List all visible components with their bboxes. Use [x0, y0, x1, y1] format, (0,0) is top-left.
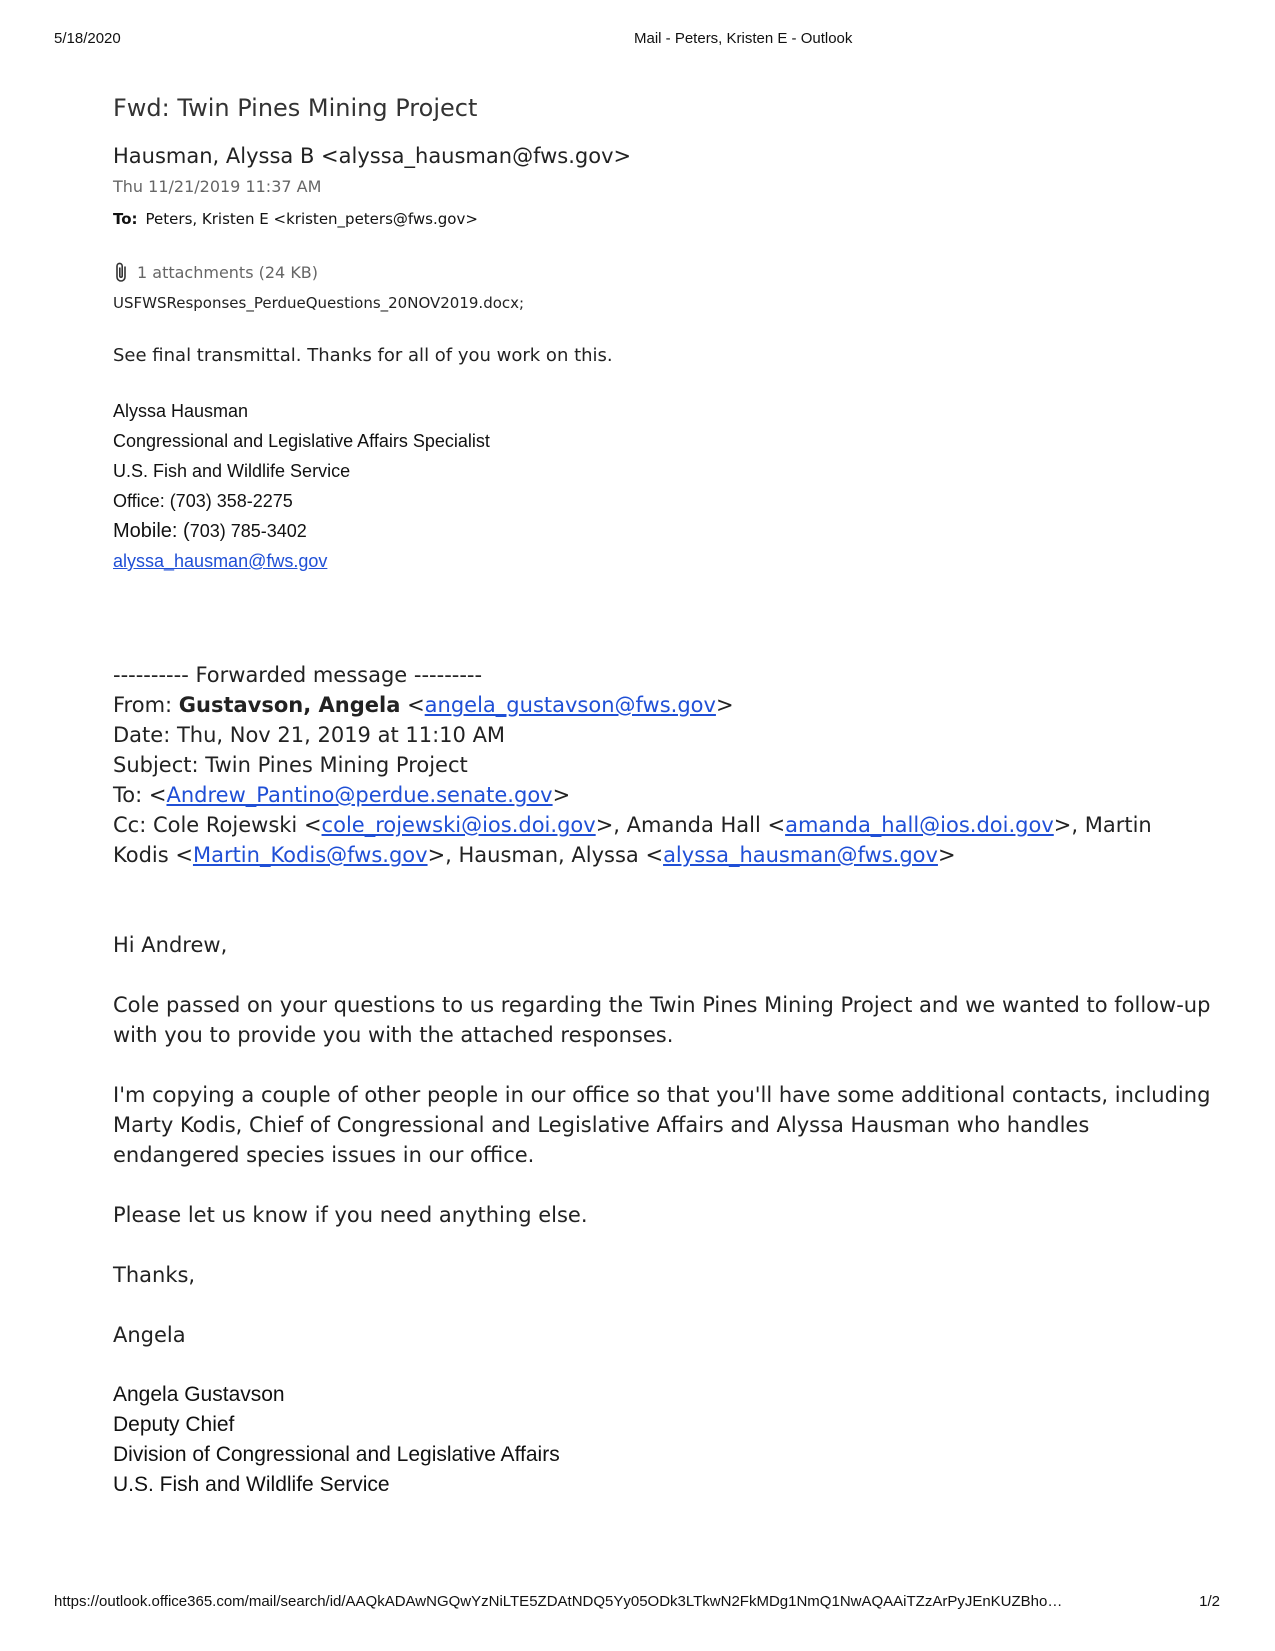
signature-block [113, 396, 1213, 576]
signature2-role: Deputy Chief [113, 1413, 235, 1436]
to-label: To: [113, 210, 138, 228]
cc-prefix: Cc: Cole Rojewski < [113, 813, 322, 837]
cc-email-link-1[interactable]: cole_rojewski@ios.doi.gov [321, 813, 596, 837]
forwarded-subject: Subject: Twin Pines Mining Project [113, 753, 468, 777]
print-title: Mail - Peters, Kristen E - Outlook [634, 30, 853, 47]
signature-email-link[interactable]: alyssa_hausman@fws.gov [113, 551, 328, 571]
email-sent-date: Thu 11/21/2019 11:37 AM [113, 177, 322, 196]
forwarded-date: Date: Thu, Nov 21, 2019 at 11:10 AM [113, 723, 506, 747]
body-paragraph-2: I'm copying a couple of other people in our office so that you'll have some additional contacts, including Marty Kodis, Chief of Congressional and Legislative Affairs and Alyssa Hausman who handles endangered species issues in our office. [113, 1083, 1211, 1167]
forwarded-from: From: Gustavson, Angela <angela_gustavson@fws.gov> [113, 693, 734, 717]
cc-sep-3: >, Hausman, Alyssa < [427, 843, 664, 867]
signature2-org: U.S. Fish and Wildlife Service [113, 1473, 390, 1496]
signature-mobile-label: Mobile: ( [113, 520, 190, 542]
cc-email-link-4[interactable]: alyssa_hausman@fws.gov [663, 843, 938, 867]
signature-name: Alyssa Hausman [113, 401, 249, 421]
cc-sep-2: >, Martin Kodis < [113, 813, 1152, 867]
signature-mobile-value: 703) 785-3402 [189, 521, 307, 541]
from-name: Gustavson, Angela [178, 693, 401, 717]
signature-block-2 [113, 1380, 1213, 1500]
sign-off-name: Angela [113, 1323, 186, 1347]
greeting: Hi Andrew, [113, 933, 228, 957]
forwarded-body [113, 930, 1213, 1350]
forwarded-cc: Cc: Cole Rojewski <cole_rojewski@ios.doi.gov>, Amanda Hall <amanda_hall@ios.doi.gov>, Martin Kodis <Martin_Kodis@fws.gov>, Hausman, Alyssa <alyssa_hausman@fws.gov> [113, 813, 1152, 867]
signature2-name: Angela Gustavson [113, 1383, 285, 1406]
signature-office: Office: (703) 358-2275 [113, 491, 293, 511]
signature-role: Congressional and Legislative Affairs Specialist [113, 431, 490, 451]
email-body-text: See final transmittal. Thanks for all of you work on this. [113, 345, 613, 366]
signature-org: U.S. Fish and Wildlife Service [113, 461, 351, 481]
cc-email-link-2[interactable]: amanda_hall@ios.doi.gov [785, 813, 1054, 837]
body-paragraph-3: Please let us know if you need anything else. [113, 1203, 588, 1227]
attachments-count: 1 attachments (24 KB) [137, 263, 319, 282]
forwarded-to: To: <Andrew_Pantino@perdue.senate.gov> [113, 783, 571, 807]
forwarded-header [113, 660, 1213, 870]
email-subject: Fwd: Twin Pines Mining Project [113, 94, 478, 122]
print-footer [54, 1593, 1220, 1613]
email-message [113, 92, 1213, 1500]
to-email-link[interactable]: Andrew_Pantino@perdue.senate.gov [166, 783, 553, 807]
email-sender[interactable]: Hausman, Alyssa B <alyssa_hausman@fws.gov> [113, 144, 632, 168]
signature-mobile [113, 516, 1213, 546]
body-paragraph-1: Cole passed on your questions to us regarding the Twin Pines Mining Project and we wanted to follow-up with you to provide you with the attached responses. [113, 993, 1211, 1047]
cc-email-link-3[interactable]: Martin_Kodis@fws.gov [192, 843, 428, 867]
from-email-link[interactable]: angela_gustavson@fws.gov [424, 693, 716, 717]
from-label: From: [113, 693, 179, 717]
forwarded-separator: ---------- Forwarded message --------- [113, 663, 483, 687]
attachments-summary[interactable] [113, 262, 1213, 284]
attachment-file[interactable]: USFWSResponses_PerdueQuestions_20NOV2019.docx; [113, 294, 525, 312]
print-url: https://outlook.office365.com/mail/search/id/AAQkADAwNGQwYzNiLTE5ZDAtNDQ5Yy05ODk3LTkwN2FkMDg1NmQ1NwAQAAiTZzArPyJEnKUZBho… [54, 1593, 1063, 1610]
print-header [54, 30, 1220, 50]
print-page-number: 1/2 [1199, 1593, 1220, 1610]
paperclip-icon [113, 262, 131, 284]
closing: Thanks, [113, 1263, 196, 1287]
signature2-division: Division of Congressional and Legislative Affairs [113, 1443, 560, 1466]
to-prefix: To: < [113, 783, 167, 807]
print-date: 5/18/2020 [54, 30, 121, 47]
cc-sep-1: >, Amanda Hall < [595, 813, 786, 837]
to-recipient[interactable]: Peters, Kristen E <kristen_peters@fws.gov> [145, 210, 478, 228]
email-to-line [113, 208, 1213, 230]
